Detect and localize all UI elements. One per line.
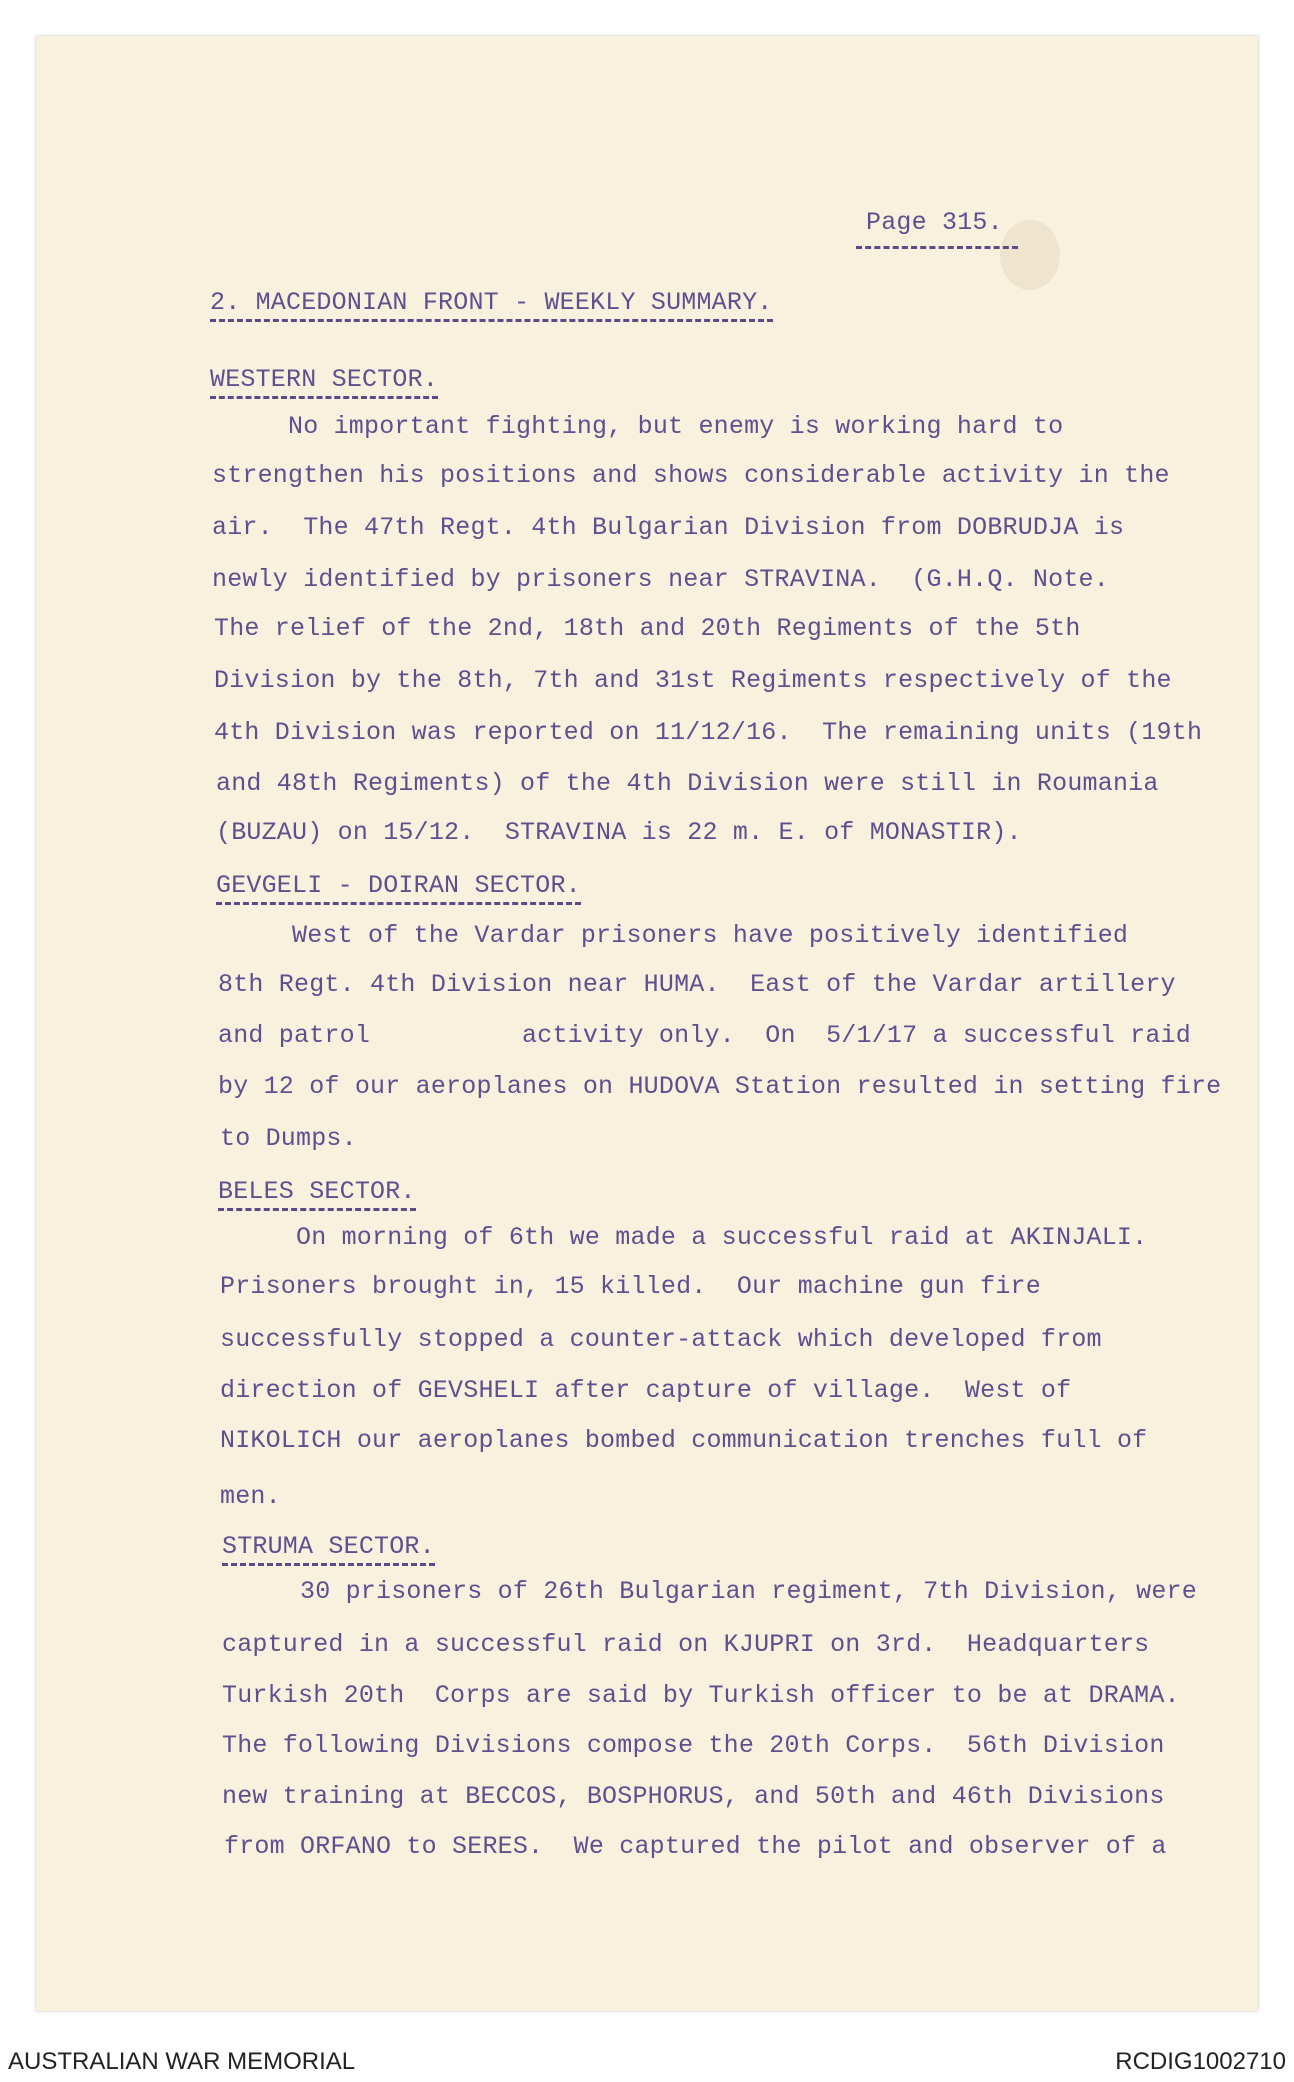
text-line: 8th Regt. 4th Division near HUMA. East of the Vardar artillery — [218, 970, 1176, 999]
text-line: and patrol activity only. On 5/1/17 a successful raid — [218, 1021, 1191, 1050]
text-line: The relief of the 2nd, 18th and 20th Regiments of the 5th — [214, 614, 1081, 643]
document-title — [210, 288, 773, 318]
text-line: (BUZAU) on 15/12. STRAVINA is 22 m. E. of MONASTIR). — [216, 818, 1022, 847]
page-number-rule — [856, 246, 1018, 249]
text-line: On morning of 6th we made a successful raid at AKINJALI. — [296, 1223, 1148, 1252]
text-line: from ORFANO to SERES. We captured the pilot and observer of a — [224, 1832, 1167, 1861]
text-line: Turkish 20th Corps are said by Turkish officer to be at DRAMA. — [222, 1681, 1180, 1710]
text-line: NIKOLICH our aeroplanes bombed communication trenches full of — [220, 1426, 1148, 1455]
section-heading — [218, 1177, 416, 1207]
text-line: West of the Vardar prisoners have positively identified — [292, 921, 1129, 950]
section-heading — [216, 871, 581, 901]
text-line: and 48th Regiments) of the 4th Division were still in Roumania — [216, 769, 1159, 798]
section-heading — [222, 1532, 435, 1562]
text-line: to Dumps. — [220, 1124, 357, 1153]
text-line: newly identified by prisoners near STRAVINA. (G.H.Q. Note. — [212, 565, 1109, 594]
text-line: successfully stopped a counter-attack which developed from — [220, 1325, 1102, 1354]
text-line: No important fighting, but enemy is working hard to — [288, 412, 1064, 441]
text-line: by 12 of our aeroplanes on HUDOVA Station resulted in setting fire — [218, 1072, 1222, 1101]
heading-text: WESTERN SECTOR. — [210, 365, 438, 399]
text-line: captured in a successful raid on KJUPRI on 3rd. Headquarters — [222, 1630, 1150, 1659]
text-line: men. — [220, 1482, 281, 1511]
text-line: Prisoners brought in, 15 killed. Our machine gun fire — [220, 1272, 1041, 1301]
text-line: direction of GEVSHELI after capture of village. West of — [220, 1376, 1072, 1405]
heading-text: BELES SECTOR. — [218, 1177, 416, 1211]
footer-record-id: RCDIG1002710 — [1115, 2048, 1286, 2075]
heading-text: GEVGELI - DOIRAN SECTOR. — [216, 871, 581, 905]
stain — [1000, 220, 1060, 290]
text-line: Division by the 8th, 7th and 31st Regiments respectively of the — [214, 666, 1172, 695]
section-heading — [210, 365, 438, 395]
text-line: 4th Division was reported on 11/12/16. The remaining units (19th — [214, 718, 1203, 747]
text-line: new training at BECCOS, BOSPHORUS, and 50th and 46th Divisions — [222, 1782, 1165, 1811]
footer-archive-name: AUSTRALIAN WAR MEMORIAL — [8, 2048, 356, 2075]
page-number: Page 315. — [866, 208, 1003, 237]
heading-text: STRUMA SECTOR. — [222, 1532, 435, 1566]
text-line: The following Divisions compose the 20th Corps. 56th Division — [222, 1731, 1165, 1760]
text-line: strengthen his positions and shows considerable activity in the — [212, 461, 1170, 490]
text-line: air. The 47th Regt. 4th Bulgarian Division from DOBRUDJA is — [212, 513, 1125, 542]
text-line: 30 prisoners of 26th Bulgarian regiment, 7th Division, were — [300, 1577, 1197, 1606]
title-text: 2. MACEDONIAN FRONT - WEEKLY SUMMARY. — [210, 288, 773, 322]
